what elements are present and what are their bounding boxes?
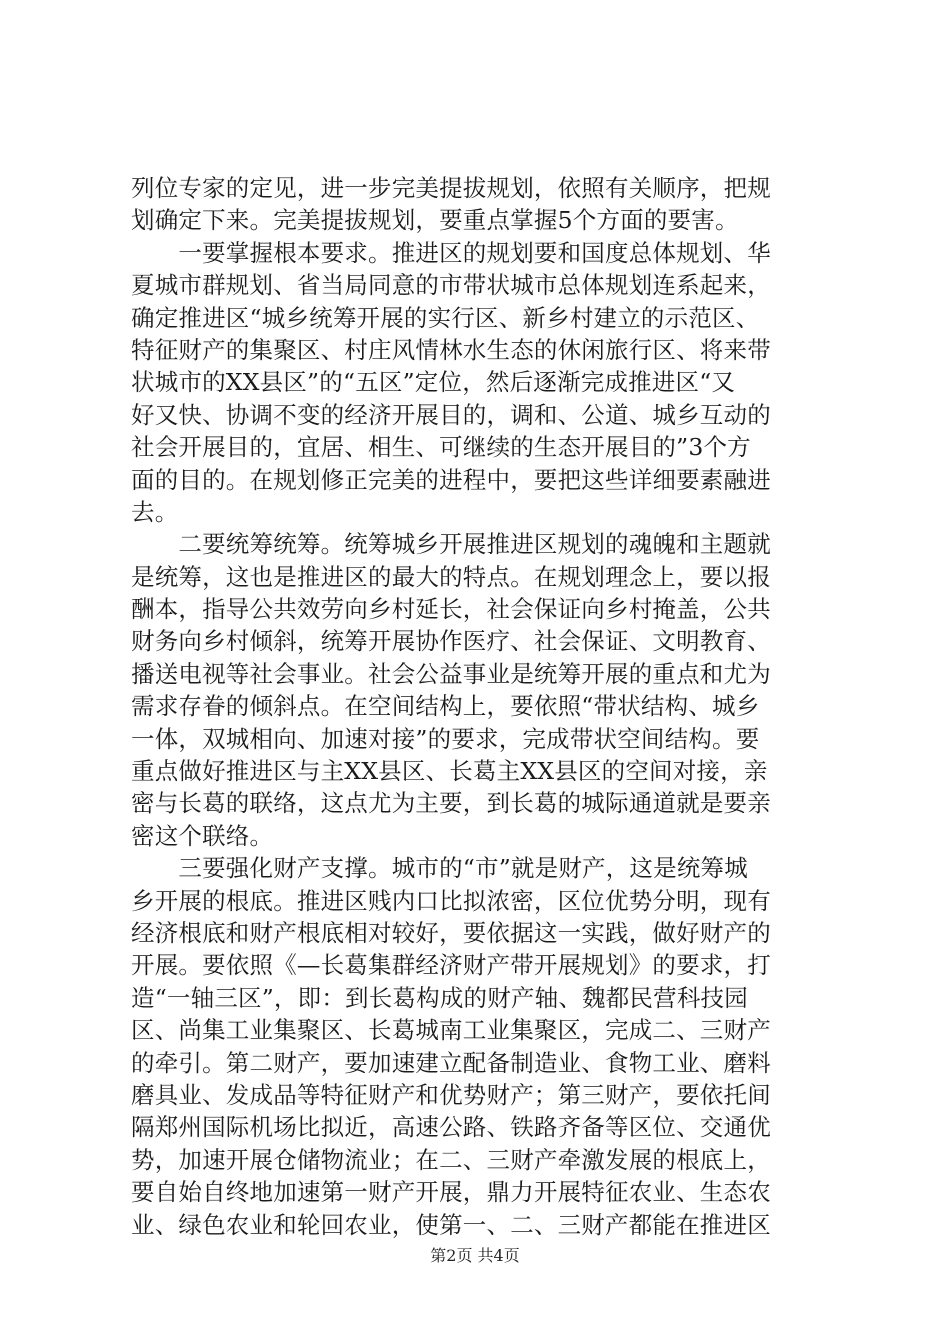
text-line: 区、尚集工业集聚区、长葛城南工业集聚区，完成二、三财产 [131,1016,771,1045]
text-line: 状城市的XX县区”的“五区”定位，然后逐渐完成推进区“又 [131,368,736,397]
text-line: 重点做好推进区与主XX县区、长葛主XX县区的空间对接，亲 [131,757,768,786]
body-text [131,172,821,1241]
text-line: 需求存眷的倾斜点。在空间结构上，要依照“带状结构、城乡 [131,692,760,721]
text-line: 酬本，指导公共效劳向乡村延长，社会保证向乡村掩盖，公共 [131,595,771,624]
text-line: 的牵引。第二财产，要加速建立配备制造业、食物工业、磨料 [131,1048,771,1077]
page-footer: 第2页 共4页 [430,1246,520,1265]
text-line: 一要掌握根本要求。推进区的规划要和国度总体规划、华 [131,238,771,267]
text-line: 去。 [131,497,179,526]
text-line: 社会开展目的，宜居、相生、可继续的生态开展目的”3个方 [131,433,751,462]
text-line: 隔郑州国际机场比拟近，高速公路、铁路齐备等区位、交通优 [131,1113,771,1142]
text-line: 播送电视等社会事业。社会公益事业是统筹开展的重点和尤为 [131,659,771,688]
text-line: 经济根底和财产根底相对较好，要依据这一实践，做好财产的 [131,918,771,947]
text-line: 划确定下来。完美提拔规划，要重点掌握5个方面的要害。 [131,206,739,235]
text-line: 一体，双城相向、加速对接”的要求，完成带状空间结构。要 [131,724,760,753]
text-line: 夏城市群规划、省当局同意的市带状城市总体规划连系起来， [131,271,771,300]
text-line: 开展。要依照《—长葛集群经济财产带开展规划》的要求，打 [131,951,771,980]
text-line: 三要强化财产支撑。城市的“市”就是财产，这是统筹城 [131,854,748,883]
text-line: 列位专家的定见，进一步完美提拔规划，依照有关顺序，把规 [131,174,771,202]
text-line: 造“一轴三区”，即：到长葛构成的财产轴、魏都民营科技园 [131,983,748,1012]
text-line: 势，加速开展仓储物流业；在二、三财产牵激发展的根底上， [131,1145,771,1174]
text-line: 磨具业、发成品等特征财产和优势财产；第三财产，要依托间 [131,1080,771,1109]
text-line: 是统筹，这也是推进区的最大的特点。在规划理念上，要以报 [131,562,771,591]
text-line: 确定推进区“城乡统筹开展的实行区、新乡村建立的示范区、 [131,303,760,332]
text-line: 面的目的。在规划修正完美的进程中，要把这些详细要素融进 [131,465,771,494]
text-line: 密与长葛的联络，这点尤为主要，到长葛的城际通道就是要亲 [131,789,771,818]
text-line: 业、绿色农业和轮回农业，使第一、二、三财产都能在推进区 [131,1210,771,1239]
text-line: 好又快、协调不变的经济开展目的，调和、公道、城乡互动的 [131,400,771,429]
text-line: 特征财产的集聚区、村庄风情林水生态的休闲旅行区、将来带 [131,335,771,364]
text-line: 乡开展的根底。推进区贱内口比拟浓密，区位优势分明，现有 [131,886,771,915]
text-line: 密这个联络。 [131,821,274,850]
text-line: 要自始自终地加速第一财产开展，鼎力开展特征农业、生态农 [131,1178,771,1207]
text-line: 财务向乡村倾斜，统筹开展协作医疗、社会保证、文明教育、 [131,627,771,656]
text-line: 二要统筹统筹。统筹城乡开展推进区规划的魂魄和主题就 [131,530,771,559]
